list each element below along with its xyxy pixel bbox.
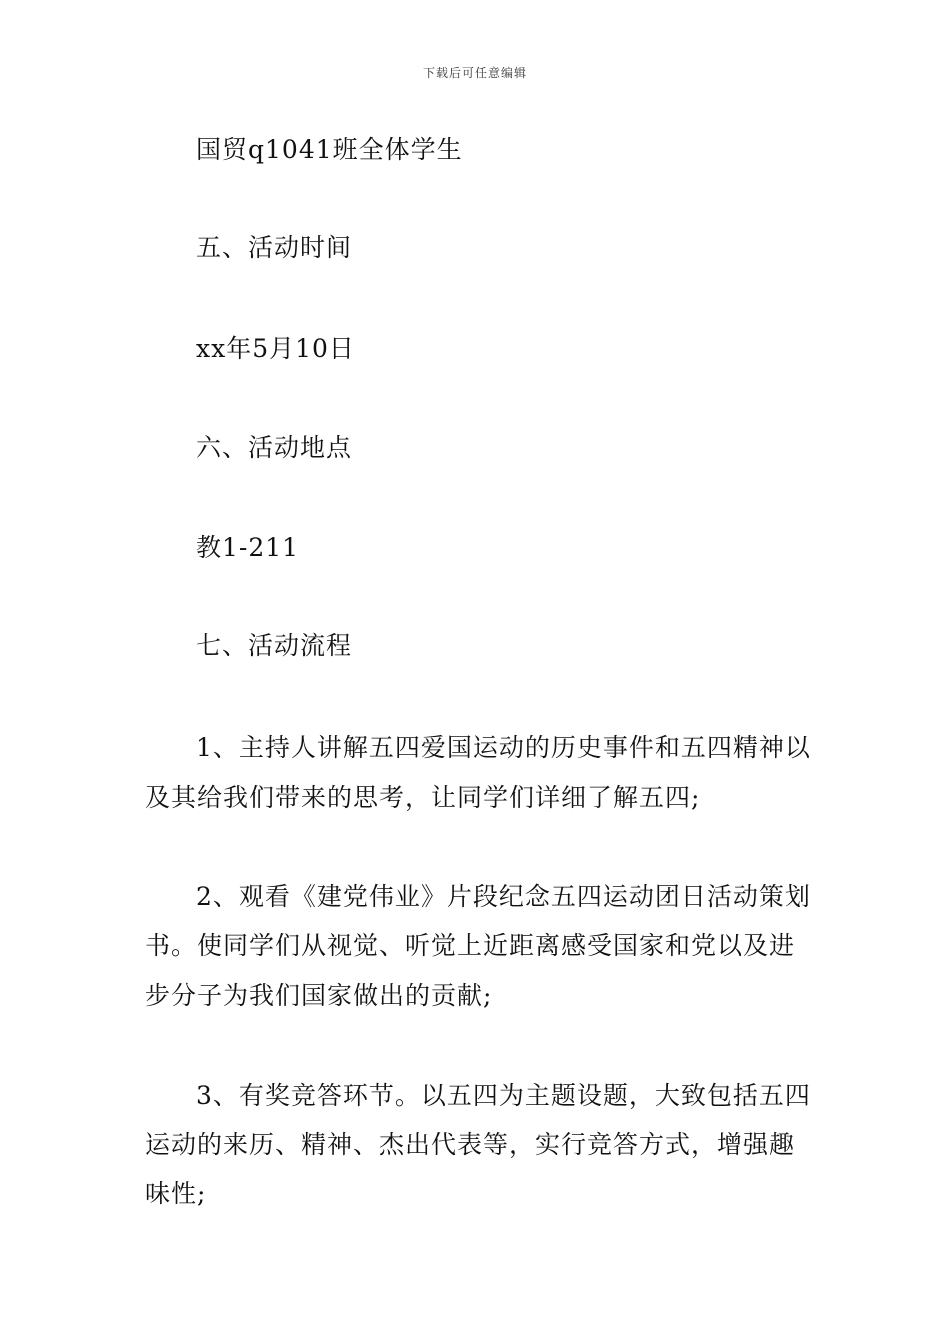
participants-text: 国贸q1041班全体学生 [196, 135, 463, 164]
step-2-line-1: 2、观看《建党伟业》片段纪念五四运动团日活动策划 [196, 882, 811, 911]
step-2-line-3: 步分子为我们国家做出的贡献; [145, 981, 493, 1010]
step-3-line-3: 味性; [145, 1179, 207, 1208]
step-3-line-2: 运动的来历、精神、杰出代表等，实行竞答方式，增强趣 [145, 1130, 796, 1159]
activity-date: xx年5月10日 [196, 334, 355, 363]
activity-location: 教1-211 [196, 533, 300, 562]
step-3-line-1: 3、有奖竞答环节。以五四为主题设题，大致包括五四 [196, 1081, 811, 1110]
section-heading-location: 六、活动地点 [196, 433, 353, 462]
page-header-note: 下载后可任意编辑 [422, 66, 527, 80]
step-1-line-2: 及其给我们带来的思考，让同学们详细了解五四; [145, 783, 701, 812]
step-2-line-2: 书。使同学们从视觉、听觉上近距离感受国家和党以及进 [145, 931, 796, 960]
section-heading-process: 七、活动流程 [196, 631, 353, 660]
section-heading-time: 五、活动时间 [196, 233, 353, 262]
step-1-line-1: 1、主持人讲解五四爱国运动的历史事件和五四精神以 [196, 733, 811, 762]
